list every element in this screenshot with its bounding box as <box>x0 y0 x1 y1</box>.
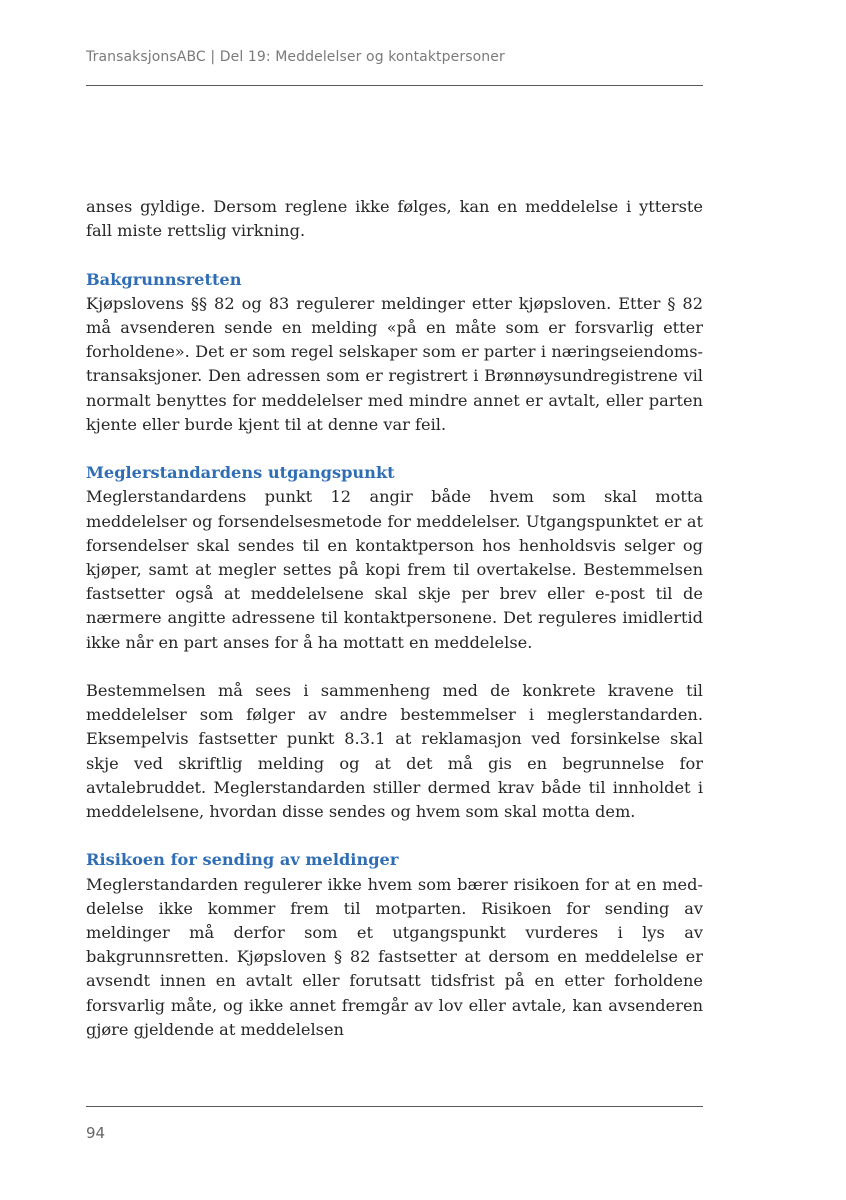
body-text <box>86 195 703 1066</box>
section-paragraph: Meglerstandardens punkt 12 angir både hvem som skal motta meddelelser og forsendelsesmetode for meddelelser. Utgangspunktet er at forsendelser skal sendes til en kontaktperson hos henholdsvis selger og kjøper, samt at megler settes på kopi frem til overtakelse. Bestemmelsen fastsetter også at meddelelsene skal skje per brev eller e-post til de nærmere angitte adressene til kontaktpersonene. Det reguleres imidlertid ikke når en part anses for å ha mottatt en meddelelse. <box>86 487 703 652</box>
section-paragraph: Kjøpslovens §§ 82 og 83 regulerer meldinger etter kjøpsloven. Etter § 82 må avsenderen sende en melding «på en måte som er forsvarlig etter forholdene». Det er som regel selskaper som er parter i næringseiendomstransaksjoner. Den adressen som er registrert i Brønnøysundregistrene vil normalt benyttes for meddelelser med mindre annet er avtalt, eller parten kjente eller burde kjent til at denne var feil. <box>86 293 703 434</box>
section-paragraph: Meglerstandarden regulerer ikke hvem som bærer risikoen for at en meddelelse ikke kommer frem til motparten. Risikoen for sending av meldinger må derfor som et utgangspunkt vurderes i lys av bakgrunnsretten. Kjøpsloven § 82 fastsetter at dersom en meddelelse er avsendt innen en avtalt eller forutsatt tidsfrist på en etter forholdene forsvarlig måte, og ikke annet fremgår av lov eller avtale, kan avsenderen gjøre gjeldende at meddelelsen <box>86 874 703 1039</box>
section-heading-meglerstandardens-utgangspunkt: Meglerstandardens utgangspunkt <box>86 463 395 483</box>
page-number: 94 <box>86 1124 106 1142</box>
running-header: TransaksjonsABC | Del 19: Meddelelser og kontaktpersoner <box>86 49 505 65</box>
header-divider <box>86 85 703 86</box>
footer-divider <box>86 1106 703 1107</box>
intro-paragraph: anses gyldige. Dersom reglene ikke følges, kan en meddelelse i ytterste fall miste rettslig virkning. <box>86 197 703 241</box>
section-heading-risikoen-for-sending: Risikoen for sending av meldinger <box>86 850 399 870</box>
section-heading-bakgrunnsretten: Bakgrunnsretten <box>86 269 242 289</box>
section-paragraph: Bestemmelsen må sees i sammenheng med de konkrete kravene til meddelelser som følger av andre bestemmelser i meglerstandarden. Eksempelvis fastsetter punkt 8.3.1 at reklamasjon ved forsinkelse skal skje ved skriftlig melding og at det må gis en begrunnelse for avtalebruddet. Meglerstandarden stiller dermed krav både til innholdet i meddelelsene, hvordan disse sendes og hvem som skal motta dem. <box>86 681 703 822</box>
